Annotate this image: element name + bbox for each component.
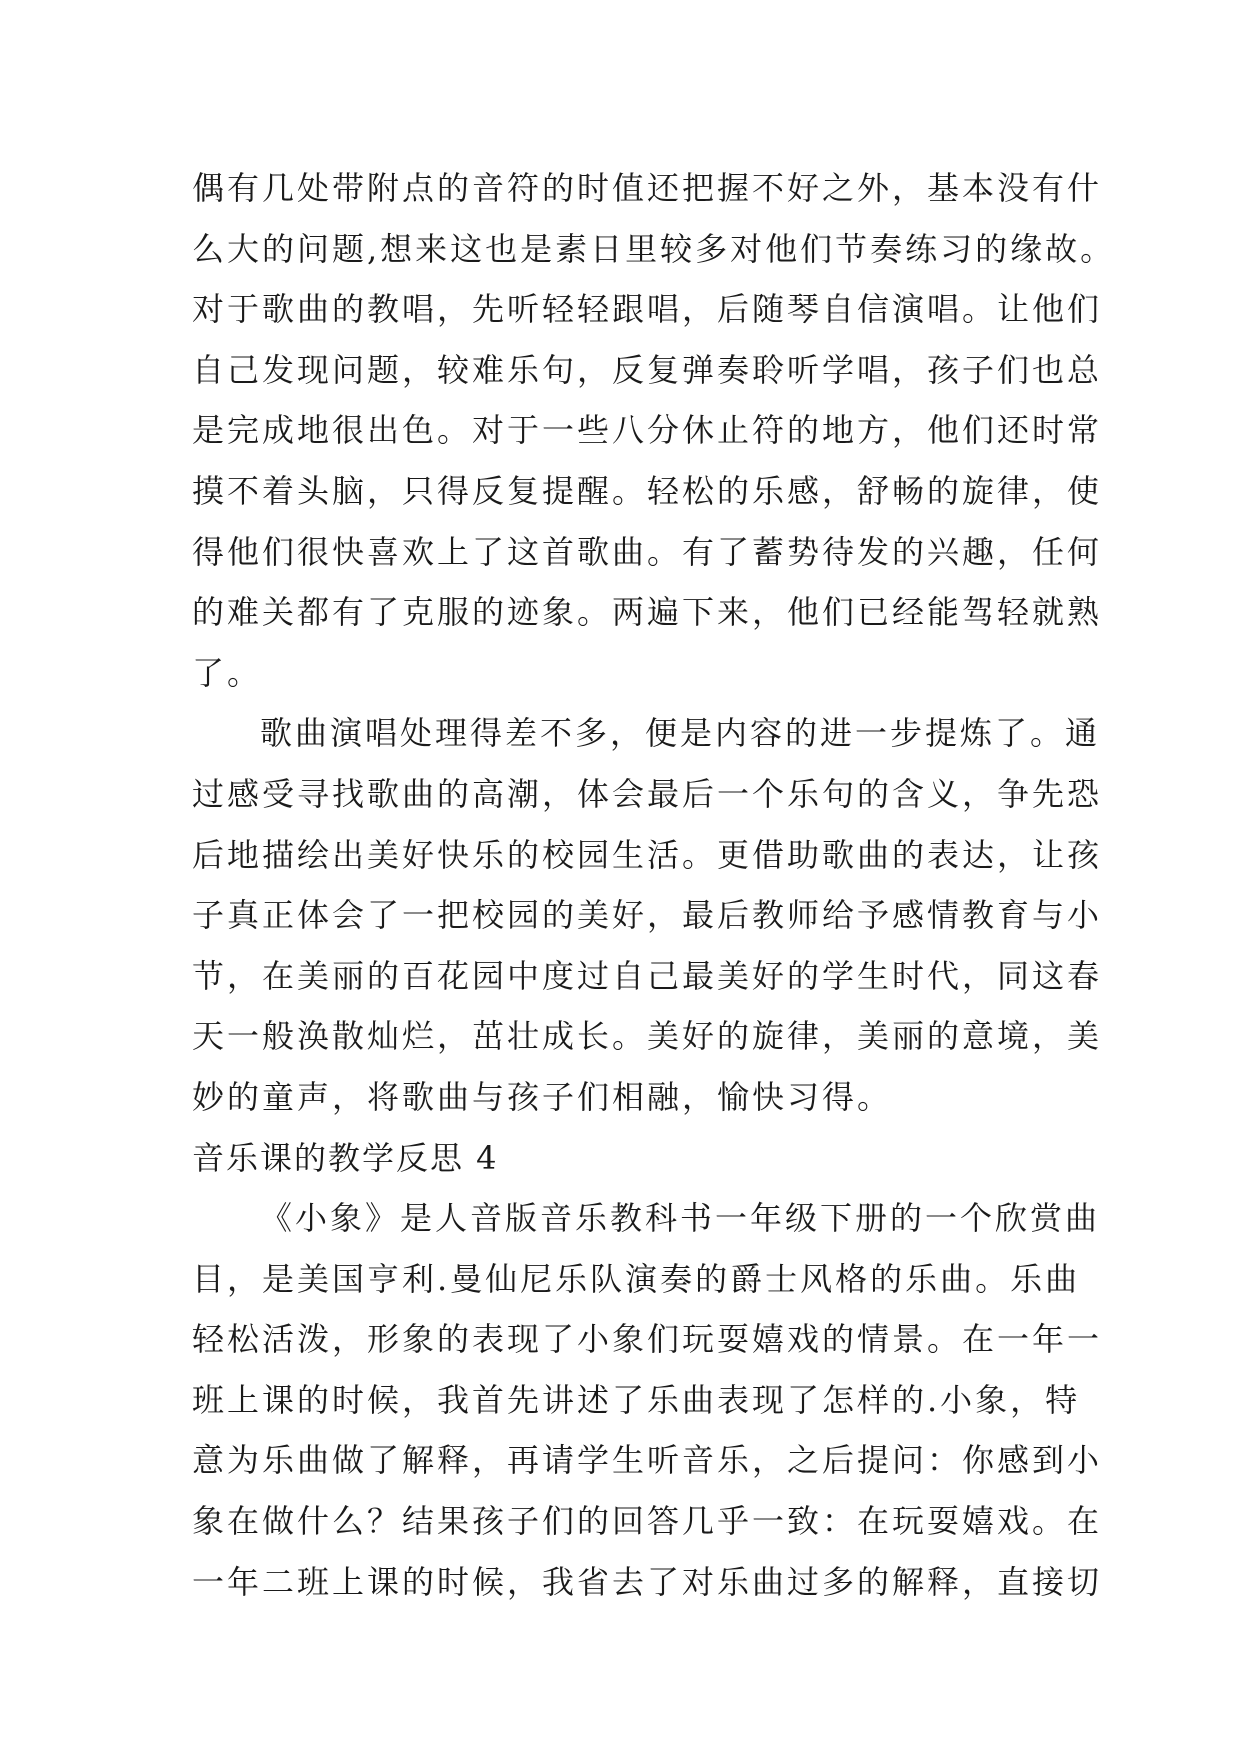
text-line: 歌曲演唱处理得差不多，便是内容的进一步提炼了。通 [260, 714, 1101, 753]
document-body [192, 158, 1116, 1612]
text-line: 后地描绘出美好快乐的校园生活。更借助歌曲的表达，让孩 [192, 835, 1103, 874]
text-line: 象在做什么？结果孩子们的回答几乎一致：在玩耍嬉戏。在 [192, 1502, 1103, 1541]
text-line: 了。 [192, 653, 263, 692]
text-line: 意为乐曲做了解释，再请学生听音乐，之后提问：你感到小 [192, 1441, 1103, 1480]
text-line: 是完成地很出色。对于一些八分休止符的地方，他们还时常 [192, 411, 1103, 450]
text-line: 妙的童声，将歌曲与孩子们相融，愉快习得。 [192, 1077, 893, 1116]
paragraph-1 [192, 158, 1116, 703]
text-line: 么大的问题,想来这也是素日里较多对他们节奏练习的缘故。 [192, 229, 1116, 268]
section-heading: 音乐课的教学反思 4 [192, 1138, 499, 1177]
paragraph-3 [192, 1188, 1103, 1612]
text-line: 目，是美国亨利.曼仙尼乐队演奏的爵士风格的乐曲。乐曲 [192, 1259, 1081, 1298]
text-line: 得他们很快喜欢上了这首歌曲。有了蓄势待发的兴趣，任何 [192, 532, 1103, 571]
text-line: 天一般涣散灿烂，茁壮成长。美好的旋律，美丽的意境，美 [192, 1017, 1103, 1056]
text-line: 轻松活泼，形象的表现了小象们玩耍嬉戏的情景。在一年一 [192, 1320, 1103, 1359]
text-line: 《小象》是人音版音乐教科书一年级下册的一个欣赏曲 [260, 1199, 1101, 1238]
paragraph-2 [192, 703, 1103, 1127]
text-line: 对于歌曲的教唱，先听轻轻跟唱，后随琴自信演唱。让他们 [192, 290, 1103, 329]
text-line: 自己发现问题，较难乐句，反复弹奏聆听学唱，孩子们也总 [192, 350, 1103, 389]
text-line: 摸不着头脑，只得反复提醒。轻松的乐感，舒畅的旋律，使 [192, 471, 1103, 510]
text-line: 一年二班上课的时候，我省去了对乐曲过多的解释，直接切 [192, 1562, 1103, 1601]
text-line: 子真正体会了一把校园的美好，最后教师给予感情教育与小 [192, 896, 1103, 935]
text-line: 过感受寻找歌曲的高潮，体会最后一个乐句的含义，争先恐 [192, 774, 1103, 813]
text-line: 偶有几处带附点的音符的时值还把握不好之外，基本没有什 [192, 169, 1103, 207]
text-line: 班上课的时候，我首先讲述了乐曲表现了怎样的.小象，特 [192, 1380, 1081, 1419]
text-line: 节，在美丽的百花园中度过自己最美好的学生时代，同这春 [192, 956, 1103, 995]
text-line: 的难关都有了克服的迹象。两遍下来，他们已经能驾轻就熟 [192, 593, 1103, 632]
